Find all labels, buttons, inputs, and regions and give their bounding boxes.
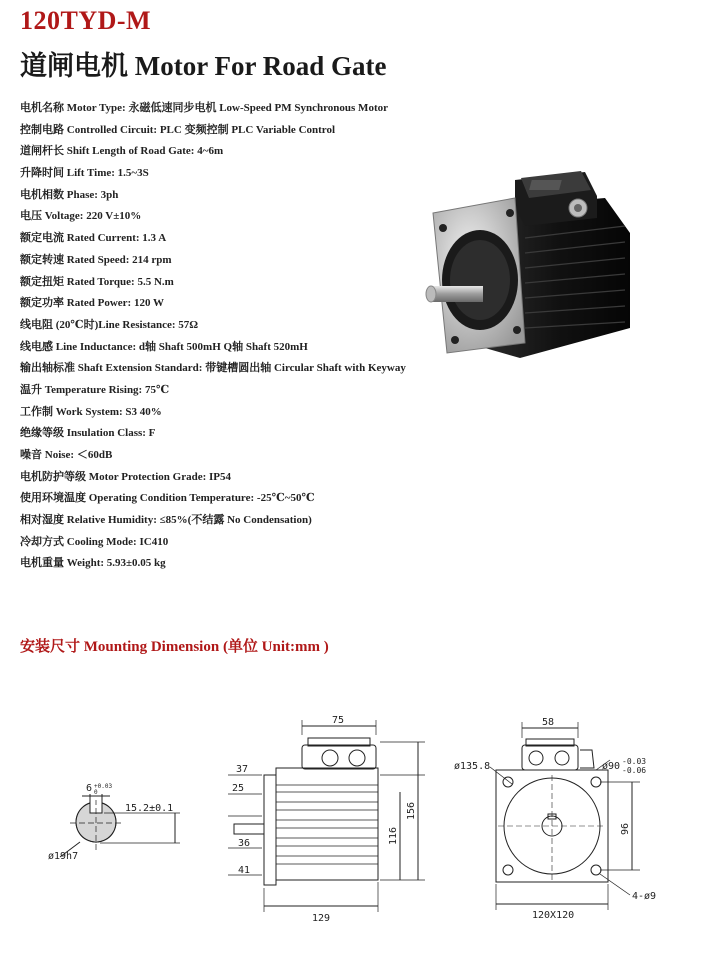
spec-relative-humidity: 相对湿度 Relative Humidity: ≤85%(不结露 No Condensation) bbox=[20, 514, 312, 527]
dim-height-156: 156 bbox=[406, 801, 417, 820]
model-number: 120TYD-M bbox=[20, 6, 152, 35]
spec-controlled-circuit: 控制电路 Controlled Circuit: PLC 变频控制 PLC Variable Control bbox=[20, 123, 336, 136]
dim-flange-circle: ø135.8 bbox=[454, 761, 491, 772]
spec-shift-length: 道闸杆长 Shift Length of Road Gate: 4~6m bbox=[20, 145, 224, 158]
spec-phase: 电机相数 Phase: 3ph bbox=[20, 188, 119, 201]
motor-photo bbox=[425, 168, 640, 368]
dim-flange-size: 120X120 bbox=[532, 910, 575, 921]
dim-spigot-diameter: ø90 bbox=[602, 761, 621, 772]
spec-rated-speed: 额定转速 Rated Speed: 214 rpm bbox=[20, 253, 172, 266]
dim-41: 41 bbox=[238, 865, 251, 876]
spec-protection-grade: 电机防护等级 Motor Protection Grade: IP54 bbox=[20, 470, 231, 483]
spec-weight: 电机重量 Weight: 5.93±0.05 kg bbox=[20, 557, 166, 570]
spec-rated-power: 额定功率 Rated Power: 120 W bbox=[20, 297, 164, 310]
dim-shaft-diameter: ø19h7 bbox=[48, 851, 79, 862]
spec-shaft-extension: 输出轴标准 Shaft Extension Standard: 带键槽圆出轴 Circular Shaft with Keyway bbox=[20, 362, 406, 375]
spec-work-system: 工作制 Work System: S3 40% bbox=[20, 405, 162, 418]
dim-top-box-width: 75 bbox=[332, 715, 345, 726]
dim-holes: 4-ø9 bbox=[632, 891, 657, 902]
dim-37: 37 bbox=[236, 764, 249, 775]
dim-spigot-tol-lower: -0.06 bbox=[622, 766, 647, 775]
spec-temperature-rising: 温升 Temperature Rising: 75℃ bbox=[20, 383, 170, 396]
page-title: 道闸电机 Motor For Road Gate bbox=[20, 51, 387, 81]
dim-25: 25 bbox=[232, 783, 245, 794]
motor-end-view bbox=[490, 722, 640, 910]
spec-lift-time: 升降时间 Lift Time: 1.5~3S bbox=[20, 167, 149, 180]
dim-36: 36 bbox=[238, 838, 251, 849]
spec-rated-current: 额定电流 Rated Current: 1.3 A bbox=[20, 232, 167, 245]
dim-shaft-key-depth: 15.2±0.1 bbox=[125, 803, 174, 814]
section-mounting-dimension: 安装尺寸 Mounting Dimension (单位 Unit:mm ) bbox=[20, 639, 329, 655]
spec-line-inductance: 线电感 Line Inductance: d轴 Shaft 500mH Q轴 Shaft 520mH bbox=[20, 340, 308, 353]
dim-end-box-width: 58 bbox=[542, 717, 555, 728]
spec-voltage: 电压 Voltage: 220 V±10% bbox=[20, 210, 142, 223]
spec-line-resistance: 线电阻 (20℃时)Line Resistance: 57Ω bbox=[20, 318, 199, 331]
motor-side-view bbox=[228, 720, 425, 912]
spec-noise: 噪音 Noise: ＜60dB bbox=[20, 449, 113, 461]
spec-cooling-mode: 冷却方式 Cooling Mode: IC410 bbox=[20, 535, 169, 548]
mounting-dimension-drawing bbox=[0, 690, 705, 955]
dim-hole-spacing: 96 bbox=[620, 822, 631, 835]
spec-rated-torque: 额定扭矩 Rated Torque: 5.5 N.m bbox=[20, 275, 174, 288]
dim-body-length: 129 bbox=[312, 913, 331, 924]
spec-motor-type: 电机名称 Motor Type: 永磁低速同步电机 Low-Speed PM Synchronous Motor bbox=[20, 102, 388, 114]
dim-shaft-key-width: 6 bbox=[86, 783, 93, 794]
dim-shaft-key-tol-upper: +0.03 bbox=[94, 783, 113, 790]
dim-height-116: 116 bbox=[388, 826, 399, 845]
spec-list bbox=[20, 98, 450, 575]
spec-operating-temperature: 使用环境温度 Operating Condition Temperature: -25℃~50℃ bbox=[20, 492, 315, 505]
spec-insulation-class: 绝缘等级 Insulation Class: F bbox=[20, 427, 156, 440]
dim-spigot-tol-upper: -0.03 bbox=[622, 757, 647, 766]
dim-shaft-key-tol-lower: 0 bbox=[94, 789, 98, 796]
